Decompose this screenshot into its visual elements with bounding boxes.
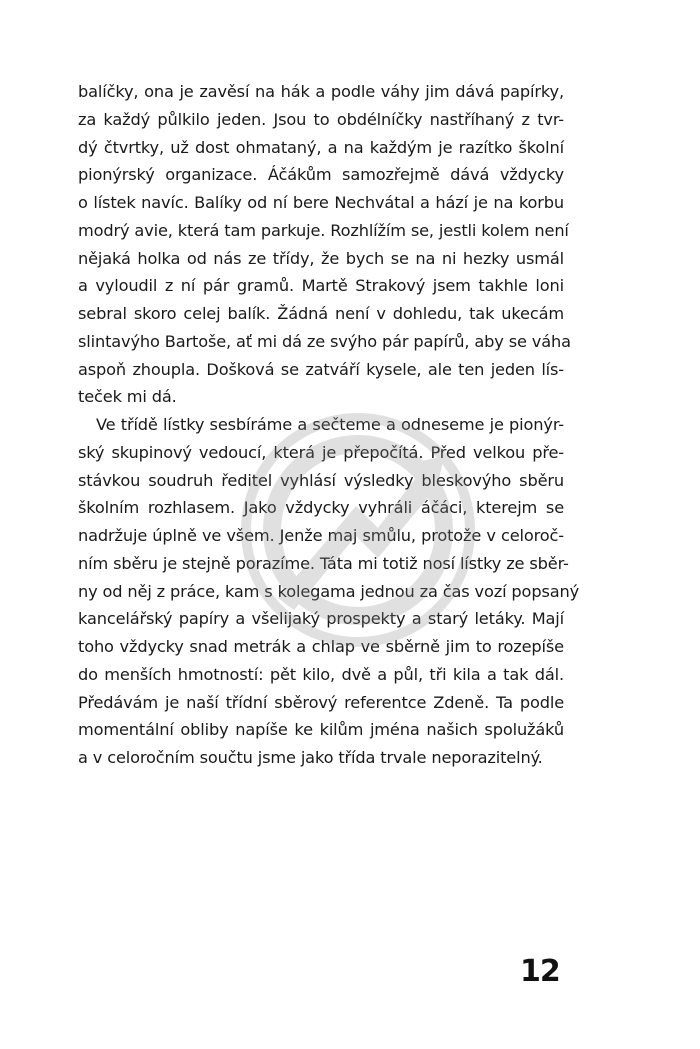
text-line: ny od něj z práce, kam s kolegama jednou za čas vozí popsaný xyxy=(78,581,580,601)
text-line: slintavýho Bartoše, ať mi dá ze svýho pár papírů, aby se váha xyxy=(78,331,571,351)
text-line: ský skupinový vedoucí, která je přepočítá. Před velkou pře- xyxy=(78,442,564,462)
text-line: za každý půlkilo jeden. Jsou to obdélníčky nastříhaný z tvr- xyxy=(78,109,564,129)
text-line: do menších hmotností: pět kilo, dvě a půl, tři kila a tak dál. xyxy=(78,664,564,684)
paragraph xyxy=(78,411,580,772)
body-text xyxy=(78,78,580,772)
text-line: Ve třídě lístky sesbíráme a sečteme a odneseme je pionýr- xyxy=(96,415,564,434)
text-line: a vyloudil z ní pár gramů. Martě Strakový jsem takhle loni xyxy=(78,276,564,296)
text-line: školním rozhlasem. Jako vždycky vyhráli áčáci, kterejm se xyxy=(78,498,564,518)
text-line: teček mi dá. xyxy=(78,387,177,407)
text-line: pionýrský organizace. Áčákům samozřejmě dává vždycky xyxy=(78,165,564,185)
text-line: dý čtvrtky, už dost ohmataný, a na každým je razítko školní xyxy=(78,137,564,157)
text-line: momentální obliby napíše ke kilům jména našich spolužáků xyxy=(78,720,564,740)
text-line: a v celoročním součtu jsme jako třída trvale neporazitelný. xyxy=(78,748,543,767)
text-line: modrý avie, která tam parkuje. Rozhlížím se, jestli kolem není xyxy=(78,220,569,240)
text-line: nadržuje úplně ve všem. Jenže maj smůlu, protože v celoroč- xyxy=(78,526,564,545)
text-line: ním sběru je stejně porazíme. Táta mi totiž nosí lístky ze sběr- xyxy=(78,553,569,573)
text-line: sebral skoro celej balík. Žádná není v dohledu, tak ukecám xyxy=(78,304,564,323)
text-line: balíčky, ona je zavěsí na hák a podle váhy jim dává papírky, xyxy=(78,82,564,101)
text-line: stávkou soudruh ředitel vyhlásí výsledky bleskovýho sběru xyxy=(78,470,564,490)
text-line: nějaká holka od nás ze třídy, že bych se na ni hezky usmál xyxy=(78,248,564,268)
text-line: kancelářský papíry a všelijaký prospekty a starý letáky. Mají xyxy=(78,609,564,629)
text-line: Předávám je naší třídní sběrový referentce Zdeně. Ta podle xyxy=(78,692,564,712)
text-line: o lístek navíc. Balíky od ní bere Nechvátal a hází je na korbu xyxy=(78,193,564,212)
text-line: toho vždycky snad metrák a chlap ve sběrně jim to rozepíše xyxy=(78,637,564,656)
text-line: aspoň zhoupla. Došková se zatváří kysele, ale ten jeden lís- xyxy=(78,359,564,379)
paragraph xyxy=(78,78,571,411)
page-number: 12 xyxy=(520,954,560,989)
